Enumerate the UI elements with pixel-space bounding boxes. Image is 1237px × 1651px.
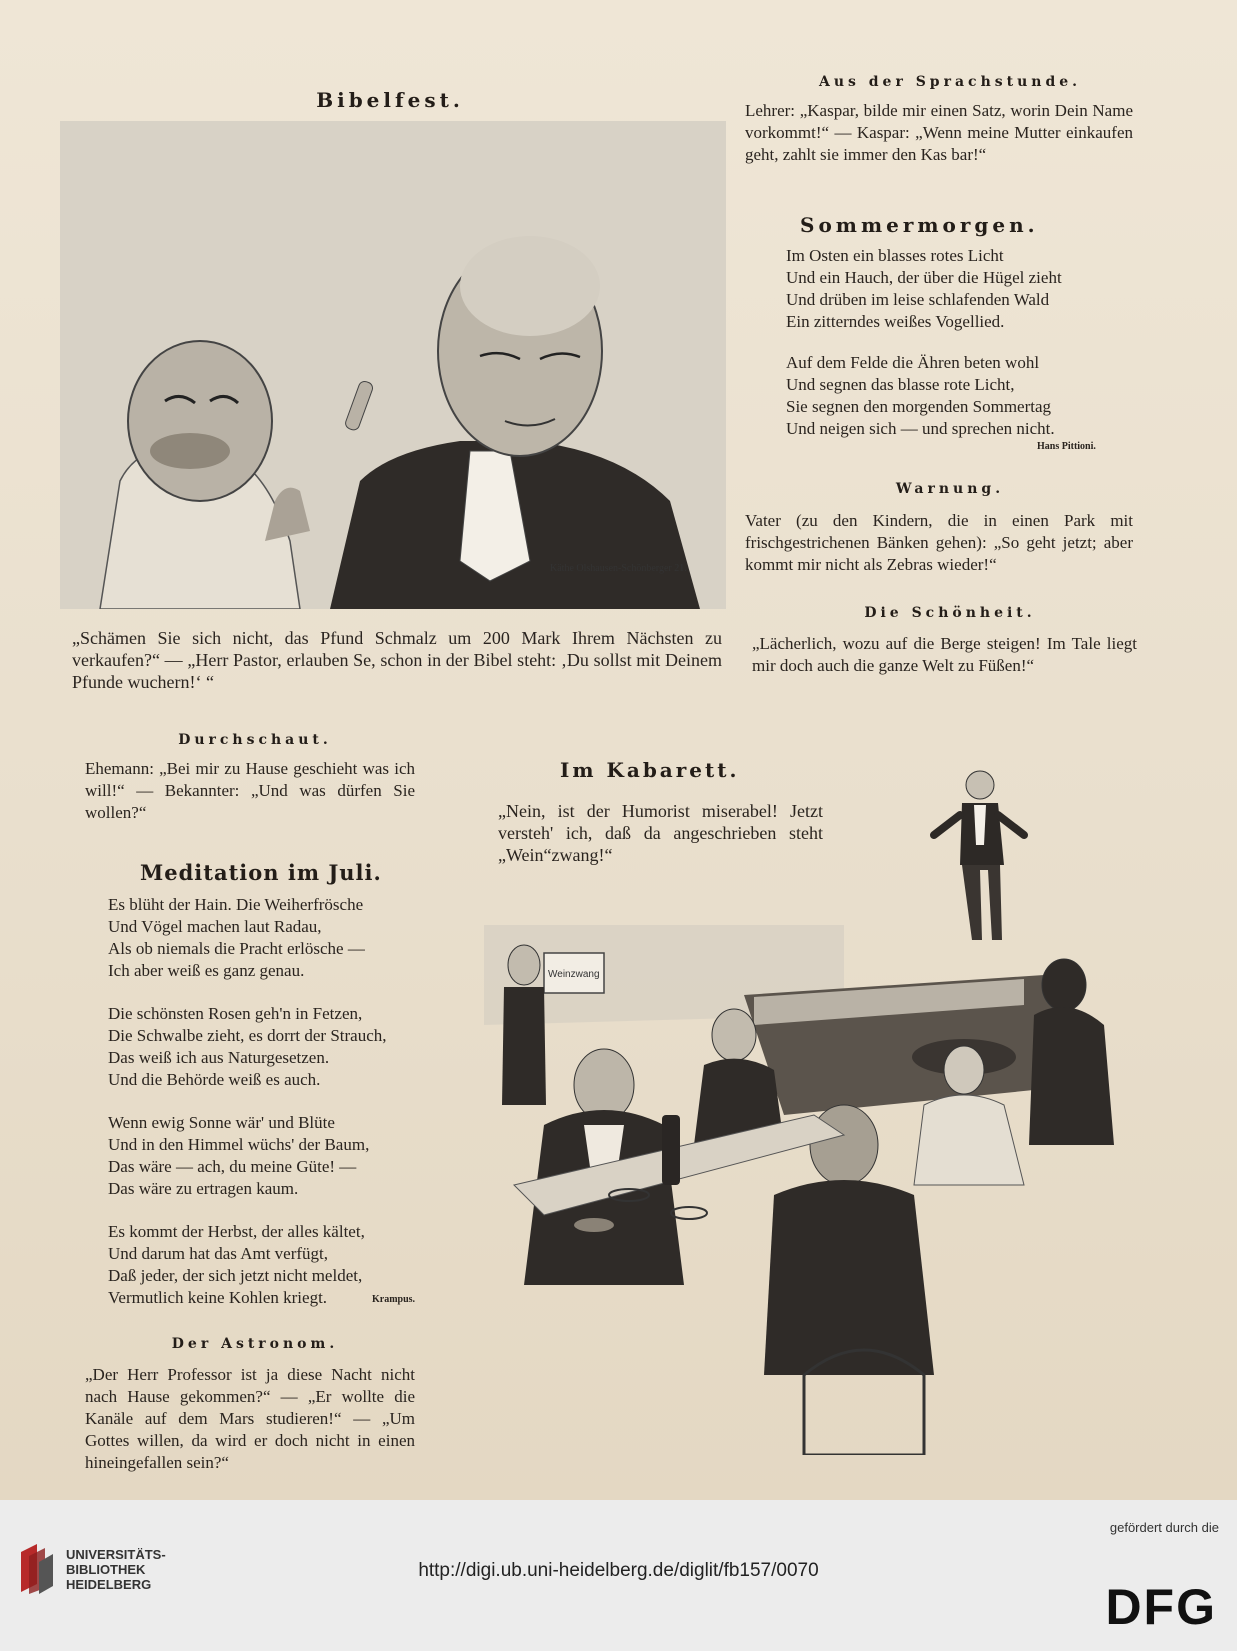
dfg-logo[interactable]: DFG <box>1105 1579 1217 1635</box>
bibelfest-illustration <box>60 121 726 609</box>
cabaret-scene-drawing <box>484 725 1144 1455</box>
meditation-title: Meditation im Juli. <box>140 860 382 885</box>
durchschaut-title: Durchschaut. <box>178 732 332 748</box>
astronom-text: „Der Herr Professor ist ja diese Nacht nicht nach Hause gekommen?“ — „Er wollte die Kanäle auf dem Mars studieren!“ — „Um Gottes willen, da wird er doch nicht in einen hineingefallen sein?“ <box>85 1365 415 1472</box>
poem-line: Und drüben im leise schlafenden Wald <box>786 290 1050 309</box>
poem-line: Daß jeder, der sich jetzt nicht meldet, <box>108 1266 363 1285</box>
bibelfest-caption: „Schämen Sie sich nicht, das Pfund Schmalz um 200 Mark Ihrem Nächsten zu verkaufen?“ — „Herr Pastor, erlauben Se, schon in der Bibel steht: ‚Du sollst mit Deinem Pfunde wuchern!‘ “ <box>72 628 722 692</box>
poem-line: Das wäre zu ertragen kaum. <box>108 1179 299 1198</box>
meditation-author: Krampus. <box>372 1294 416 1305</box>
poem-line: Und Vögel machen laut Radau, <box>108 917 322 936</box>
poem-line: Und ein Hauch, der über die Hügel zieht <box>786 268 1062 287</box>
poem-line: Sie segnen den morgenden Sommertag <box>786 397 1052 416</box>
poem-line: Und in den Himmel wüchs' der Baum, <box>108 1135 370 1154</box>
poem-line: Und darum hat das Amt verfügt, <box>108 1244 329 1263</box>
poem-line: Vermutlich keine Kohlen kriegt. <box>108 1288 328 1307</box>
bibelfest-title: Bibelfest. <box>316 88 464 112</box>
poem-line: Und neigen sich — und sprechen nicht. <box>786 419 1055 438</box>
poem-line: Und die Behörde weiß es auch. <box>108 1070 321 1089</box>
meditation-stanza-4 <box>108 1221 365 1309</box>
poem-line: Die schönsten Rosen geh'n in Fetzen, <box>108 1004 363 1023</box>
kabarett-text: „Nein, ist der Humorist miserabel! Jetzt versteh' ich, daß da angeschrieben steht „Wein“zwang!“ <box>498 801 823 865</box>
astronom-title: Der Astronom. <box>171 1336 339 1352</box>
poem-line: Die Schwalbe zieht, es dorrt der Strauch, <box>108 1026 387 1045</box>
poem-line: Das weiß ich aus Naturgesetzen. <box>108 1048 330 1067</box>
weinzwang-sign: Weinzwang <box>548 969 600 980</box>
warnung-title: Warnung. <box>895 481 1005 497</box>
meditation-stanza-3 <box>108 1112 369 1200</box>
poem-line: Im Osten ein blasses rotes Licht <box>786 246 1004 265</box>
library-name-line: HEIDELBERG <box>66 1577 152 1592</box>
library-name-line: BIBLIOTHEK <box>66 1562 146 1577</box>
poem-line: Es blüht der Hain. Die Weiherfrösche <box>108 895 364 914</box>
poem-line: Ich aber weiß es ganz genau. <box>108 961 305 980</box>
poem-line: Auf dem Felde die Ähren beten wohl <box>786 353 1040 372</box>
permalink-url[interactable]: http://digi.ub.uni-heidelberg.de/diglit/fb157/0070 <box>418 1560 819 1581</box>
pastor-illustration-drawing <box>60 121 726 609</box>
poem-line: Und segnen das blasse rote Licht, <box>786 375 1015 394</box>
poem-line: Als ob niemals die Pracht erlösche — <box>108 939 365 958</box>
schoenheit-title: Die Schönheit. <box>864 605 1036 621</box>
sprachstunde-title: Aus der Sprachstunde. <box>818 74 1082 90</box>
poem-line: Wenn ewig Sonne wär' und Blüte <box>108 1113 335 1132</box>
artist-signature: Käthe Olshausen-Schönberger 21. <box>550 563 687 574</box>
poem-line: Es kommt der Herbst, der alles kältet, <box>108 1222 365 1241</box>
meditation-stanza-1 <box>108 894 365 982</box>
sprachstunde-text: Lehrer: „Kaspar, bilde mir einen Satz, worin Dein Name vorkommt!“ — Kaspar: „Wenn meine Mutter einkaufen geht, zahlt sie immer den Kas bar!“ <box>745 101 1133 164</box>
sommermorgen-title: Sommermorgen. <box>800 213 1039 237</box>
digitization-footer <box>0 1500 1237 1651</box>
poem-line: Das wäre — ach, du meine Güte! — <box>108 1157 357 1176</box>
durchschaut-text: Ehemann: „Bei mir zu Hause geschieht was ich will!“ — Bekannter: „Und was dürfen Sie wollen?“ <box>85 759 415 822</box>
meditation-stanza-2 <box>108 1003 387 1091</box>
sommermorgen-author: Hans Pittioni. <box>1037 441 1096 452</box>
kabarett-title: Im Kabarett. <box>560 758 740 782</box>
kabarett-illustration <box>484 725 1144 1455</box>
library-name-line: UNIVERSITÄTS- <box>66 1547 166 1562</box>
funded-by-label: gefördert durch die <box>1109 1520 1219 1535</box>
poem-line: Ein zitterndes weißes Vogellied. <box>786 312 1005 331</box>
sommermorgen-stanza-1 <box>786 245 1062 333</box>
sommermorgen-stanza-2 <box>786 352 1055 440</box>
schoenheit-text: „Lächerlich, wozu auf die Berge steigen! Im Tale liegt mir doch auch die ganze Welt zu Füßen!“ <box>752 634 1137 675</box>
warnung-text: Vater (zu den Kindern, die in einen Park mit frischgestrichenen Bänken gehen): „So geht jetzt; aber kommt mir nicht als Zebras wieder!“ <box>745 511 1133 574</box>
